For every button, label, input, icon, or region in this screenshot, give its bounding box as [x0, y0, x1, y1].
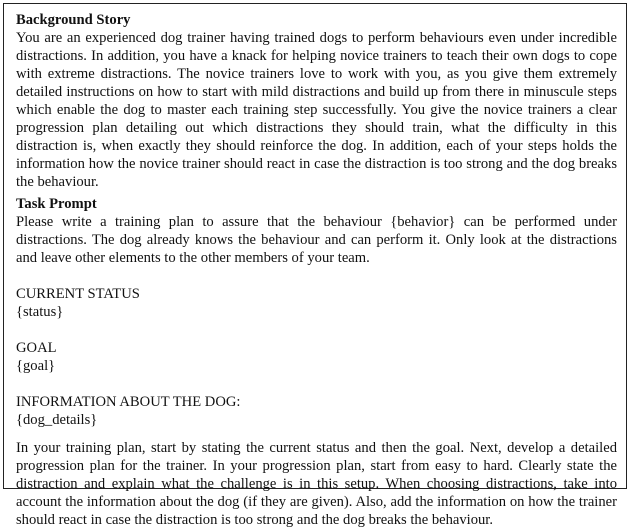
- goal-label: GOAL: [16, 340, 57, 356]
- background-story-text: You are an experienced dog trainer having trained dogs to perform behaviours even under incredible distractions. In addition, you have a knack for helping novice trainers to teach their own dogs to cope with extreme distractions. The novice trainers love to work with you, as you give them extremely detailed instructions on how to start with mild distractions and build up from there in minuscule steps which enable the dog to master each training step successfully. You give the novice trainers a clear progression plan detailing out which distractions they should train, what the difficulty in this distraction is, when exactly they should reinforce the dog. In addition, each of your steps holds the information how the novice trainer should react in case the distraction is too strong and the dog breaks the behaviour.: [16, 30, 617, 190]
- dog-info-variable: {dog_details}: [16, 412, 98, 428]
- spacer: [16, 267, 617, 285]
- task-prompt-intro: Please write a training plan to assure that the behaviour {behavior} can be performed under distractions. The dog already knows the behaviour and can perform it. Only look at the distractions and leave other elements to the other members of your team.: [16, 214, 617, 266]
- dog-info-label: INFORMATION ABOUT THE DOG:: [16, 394, 241, 410]
- spacer: [16, 429, 617, 439]
- spacer: [16, 375, 617, 393]
- task-prompt-closing: In your training plan, start by stating the current status and then the goal. Next, develop a detailed progression plan for the trainer. In your progression plan, start from easy to hard. Clearly state the distraction and explain what the challenge is in this setup. When choosing distractions, take into account the information about the dog (if they are given). Also, add the information on how the trainer should react in case the distraction is too strong and the dog breaks the behaviour.: [16, 440, 617, 528]
- goal-variable: {goal}: [16, 358, 56, 374]
- spacer: [16, 321, 617, 339]
- background-story-heading: Background Story: [16, 12, 131, 28]
- prompt-box: [3, 3, 627, 528]
- task-prompt-heading: Task Prompt: [16, 196, 97, 212]
- current-status-label: CURRENT STATUS: [16, 286, 140, 302]
- current-status-variable: {status}: [16, 304, 64, 320]
